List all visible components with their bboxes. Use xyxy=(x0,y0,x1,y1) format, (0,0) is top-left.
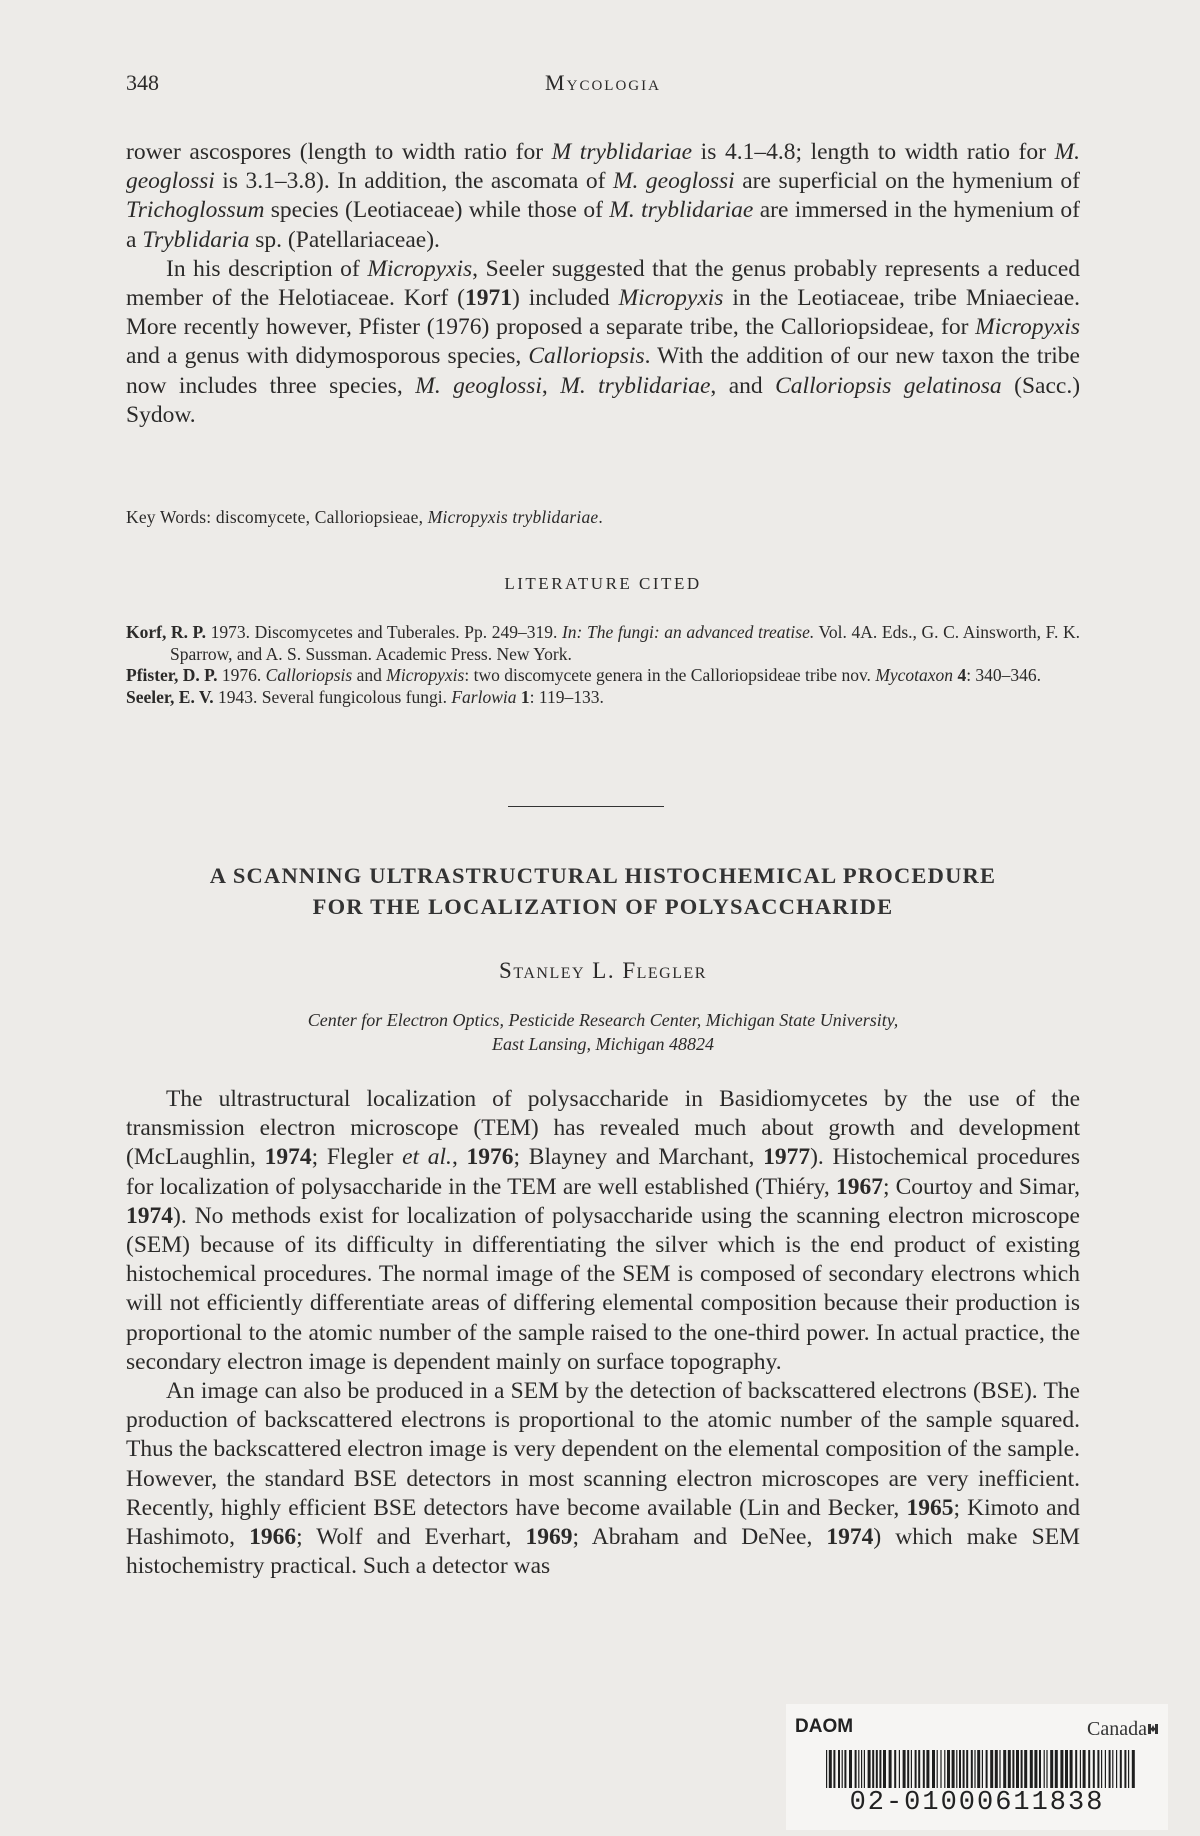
herbarium-code: DAOM xyxy=(795,1716,854,1737)
page-number: 348 xyxy=(126,70,159,95)
barcode-bar xyxy=(1016,1750,1019,1788)
reference-author: Korf, R. P. xyxy=(126,622,207,642)
barcode-bar xyxy=(849,1750,852,1788)
reference-item xyxy=(126,665,1080,687)
barcode-bar xyxy=(963,1750,965,1788)
barcode-bar xyxy=(1132,1750,1135,1788)
text-run: ; Wolf and Everhart, xyxy=(296,1524,526,1551)
reference-item xyxy=(126,687,1080,709)
barcode-bar xyxy=(1024,1750,1027,1788)
italic-run: Trichoglossum xyxy=(126,197,265,224)
bold-run: 1 xyxy=(516,686,530,707)
italic-run: M. geoglossi xyxy=(126,139,1081,195)
barcode-bar xyxy=(937,1750,938,1788)
barcode-bar xyxy=(899,1750,900,1788)
barcode-bar xyxy=(995,1750,998,1788)
bold-run: 1967 xyxy=(835,1173,883,1200)
italic-run: Micropyxis xyxy=(367,255,473,282)
barcode-bar xyxy=(1093,1750,1095,1788)
italic-run: M tryblidariae xyxy=(551,139,693,165)
barcode-bar xyxy=(1124,1750,1126,1788)
barcode-bar xyxy=(1083,1750,1086,1788)
barcode-bar xyxy=(1055,1750,1058,1788)
text-run: and xyxy=(352,665,387,685)
barcode-bar xyxy=(903,1750,906,1788)
barcode-bar xyxy=(982,1750,983,1788)
barcode-bar xyxy=(883,1750,886,1788)
text-run: In his description of xyxy=(166,255,368,282)
barcode-bar xyxy=(844,1750,846,1788)
paragraph xyxy=(126,138,1080,255)
paragraph xyxy=(126,255,1080,430)
barcode-bar xyxy=(1060,1750,1063,1788)
text-run: species (Leotiaceae) while those of xyxy=(264,197,610,224)
barcode-bar xyxy=(861,1750,862,1788)
barcode-bar xyxy=(1088,1750,1090,1788)
barcode-bar xyxy=(1097,1750,1099,1788)
bold-run: 1974 xyxy=(826,1524,874,1551)
barcode-bar xyxy=(1039,1750,1041,1788)
barcode-bar xyxy=(842,1750,843,1788)
barcode-bar xyxy=(959,1750,961,1788)
key-words xyxy=(126,506,1080,528)
wordmark-text: Canada xyxy=(1087,1718,1147,1740)
text-run: ). No methods exist for localization of polysaccharide using the scanning electron microscope (SEM) because of its difficulty in differentiating the silver which is the end product of existing histochemical procedures. The normal image of the SEM is composed of secondary electrons which will not efficiently differentiate areas of differing elemental composition because their production is proportional to the atomic number of the sample raised to the one-third power. In actual practice, the secondary electron image is dependent mainly on surface topography. xyxy=(126,1202,1080,1375)
bold-run: 1971 xyxy=(464,285,512,312)
italic-run: M. tryblidariae xyxy=(609,197,754,224)
italic-run: In: The fungi: an advanced treatise. xyxy=(561,622,815,642)
previous-article-text xyxy=(126,138,1080,430)
barcode-bar xyxy=(971,1750,973,1788)
barcode-bar xyxy=(986,1750,988,1788)
italic-run: Micropyxis xyxy=(975,314,1080,341)
barcode-bar xyxy=(833,1750,835,1788)
barcode-bar xyxy=(894,1750,896,1788)
running-head xyxy=(126,70,1080,100)
bold-run: 4 xyxy=(953,665,967,685)
barcode-bar xyxy=(1030,1750,1033,1788)
literature-cited-heading: LITERATURE CITED xyxy=(504,574,702,593)
canada-wordmark xyxy=(1087,1718,1158,1741)
barcode-bar xyxy=(1120,1750,1122,1788)
text-run: 1973. Discomycetes and Tuberales. Pp. 249–319. xyxy=(206,622,562,642)
reference-author: Seeler, E. V. xyxy=(126,686,214,707)
barcode-bar xyxy=(864,1750,865,1788)
barcode-bar xyxy=(826,1750,827,1788)
text-run: ; Kimoto and Hashimoto, xyxy=(126,1494,1080,1551)
italic-run: M. geoglossi xyxy=(612,168,735,195)
barcode-bar xyxy=(1034,1750,1037,1788)
barcode-bar xyxy=(1105,1750,1106,1788)
text-run: ) which make SEM histochemistry practical. Such a detector was xyxy=(126,1524,1080,1580)
barcode-bar xyxy=(926,1750,929,1788)
affiliation-line: Center for Electron Optics, Pesticide Research Center, Michigan State University, xyxy=(307,1010,899,1030)
barcode-bar xyxy=(1116,1750,1117,1788)
barcode-bar xyxy=(1080,1750,1081,1788)
barcode-bar xyxy=(977,1750,980,1788)
text-run: The ultrastructural localization of polysaccharide in Basidiomycetes by the use of the transmission electron microscope (TEM) has revealed much about growth and development (McLaughlin, xyxy=(126,1086,1080,1171)
paragraph xyxy=(126,1377,1080,1581)
barcode-bar xyxy=(1065,1750,1068,1788)
barcode-bar xyxy=(1012,1750,1014,1788)
article-title xyxy=(126,860,1080,922)
text-run: sp. (Patellariaceae). xyxy=(249,226,440,253)
text-run: are superficial on the hymenium of xyxy=(734,168,1080,195)
bold-run: 1969 xyxy=(525,1524,573,1551)
barcode-bar xyxy=(911,1750,912,1788)
article-body xyxy=(126,1085,1080,1581)
barcode-graphic xyxy=(826,1750,1136,1788)
barcode-bar xyxy=(879,1750,881,1788)
text-run: is 4.1–4.8; length to width ratio for xyxy=(692,139,1055,165)
text-run: , and xyxy=(710,372,776,399)
barcode-bar xyxy=(999,1750,1000,1788)
text-run: (Sacc.) Sydow. xyxy=(126,372,1081,428)
barcode-bar xyxy=(872,1750,874,1788)
text-run: rower ascospores (length to width ratio for xyxy=(126,139,552,165)
barcode-bar xyxy=(940,1750,941,1788)
journal-name: Mycologia xyxy=(545,70,661,95)
article-author: Stanley L. Flegler xyxy=(499,958,707,983)
barcode-bar xyxy=(1075,1750,1077,1788)
text-run: ) included xyxy=(511,285,619,312)
italic-run: Calloriopsis xyxy=(528,343,645,370)
barcode-bar xyxy=(1101,1750,1102,1788)
bold-run: 1974 xyxy=(264,1144,312,1171)
barcode-bar xyxy=(918,1750,920,1788)
text-run: Key Words: discomycete, Calloriopsieae, xyxy=(126,507,428,527)
barcode-bar xyxy=(952,1750,955,1788)
barcode-bar xyxy=(1109,1750,1111,1788)
flag-icon xyxy=(1148,1718,1158,1730)
barcode-bar xyxy=(990,1750,993,1788)
reference-list xyxy=(126,622,1080,708)
barcode-bar xyxy=(1128,1750,1129,1788)
barcode-number: 02-01000611838 xyxy=(849,1788,1105,1818)
text-run: . With the addition of our new taxon the tribe now includes three species, xyxy=(126,343,1080,399)
bold-run: 1966 xyxy=(249,1524,297,1551)
italic-run: M. tryblidariae xyxy=(560,372,711,399)
barcode-bar xyxy=(855,1750,857,1788)
text-run: . xyxy=(598,507,603,527)
italic-run: Micropyxis xyxy=(618,285,724,312)
barcode-bar xyxy=(966,1750,968,1788)
text-run: ; Flegler xyxy=(311,1144,403,1171)
italic-run: Farlowia xyxy=(451,686,517,707)
text-run: : 340–346. xyxy=(966,665,1042,685)
text-run: 1943. Several fungicolous fungi. xyxy=(213,686,452,707)
text-run: are immersed in the hymenium of a xyxy=(126,197,1081,253)
text-run: in the Leotiaceae, tribe Mniaecieae. More recently however, Pfister (1976) proposed a separate tribe, the Calloriopsideae, for xyxy=(126,285,1081,341)
barcode-bar xyxy=(1003,1750,1006,1788)
barcode-bar xyxy=(868,1750,871,1788)
barcode-bar xyxy=(1112,1750,1113,1788)
text-run: , Seeler suggested that the genus probably represents a reduced member of the Helotiaceae. Korf ( xyxy=(126,255,1080,312)
bold-run: 1974 xyxy=(126,1202,173,1229)
italic-run: Tryblidaria xyxy=(142,226,250,253)
text-run: ; Courtoy and Simar, xyxy=(882,1173,1080,1200)
barcode-bar xyxy=(1044,1750,1045,1788)
text-run: : 119–133. xyxy=(529,686,604,707)
barcode-bar xyxy=(838,1750,840,1788)
italic-run: Micropyxis xyxy=(386,665,465,685)
italic-run: et al. xyxy=(402,1144,452,1171)
bold-run: 1977 xyxy=(763,1144,811,1171)
barcode-bar xyxy=(932,1750,935,1788)
bold-run: 1965 xyxy=(906,1494,954,1521)
barcode-bar xyxy=(923,1750,925,1788)
barcode-bar xyxy=(889,1750,892,1788)
article-title-line: A SCANNING ULTRASTRUCTURAL HISTOCHEMICAL PROCEDURE xyxy=(209,863,997,888)
barcode-bar xyxy=(1050,1750,1053,1788)
herbarium-barcode-label xyxy=(786,1704,1168,1830)
author-affiliation xyxy=(126,1008,1080,1056)
text-run: An image can also be produced in a SEM by the detection of backscattered electrons (BSE). The production of backscattered electrons is proportional to the atomic number of the sample squared. Thus the backscattered electron image is very dependent on the elemental composition of the sample. However, the standard BSE detectors in most scanning electron microscopes are very inefficient. Recently, highly efficient BSE detectors have become available (Lin and Becker, xyxy=(126,1378,1080,1521)
text-run: Vol. 4A. Eds., G. C. Ainsworth, F. K. Sparrow, and A. S. Sussman. Academic Press. New York. xyxy=(170,622,1080,664)
text-run: and a genus with didymosporous species, xyxy=(126,343,529,370)
text-run: ; Abraham and DeNee, xyxy=(572,1524,827,1551)
paragraph xyxy=(126,1085,1080,1377)
barcode-bar xyxy=(1070,1750,1073,1788)
barcode-bar xyxy=(1046,1750,1047,1788)
barcode-bar xyxy=(829,1750,832,1788)
text-run: ; Blayney and Marchant, xyxy=(513,1144,764,1171)
affiliation-line: East Lansing, Michigan 48824 xyxy=(491,1034,714,1054)
barcode-bar xyxy=(915,1750,917,1788)
italic-run: M. geoglossi xyxy=(415,372,542,399)
barcode-bar xyxy=(876,1750,878,1788)
text-run: , xyxy=(451,1144,467,1171)
reference-author: Pfister, D. P. xyxy=(126,665,218,685)
text-run: , xyxy=(541,372,561,399)
barcode-bar xyxy=(947,1750,950,1788)
bold-run: 1976 xyxy=(466,1144,514,1171)
barcode-bar xyxy=(1008,1750,1011,1788)
italic-run: Calloriopsis gelatinosa xyxy=(775,372,1002,399)
italic-run: Micropyxis tryblidariae xyxy=(427,507,599,527)
barcode-bar xyxy=(858,1750,859,1788)
text-run: is 3.1–3.8). In addition, the ascomata of xyxy=(214,168,613,195)
barcode-bar xyxy=(974,1750,975,1788)
italic-run: Mycotaxon xyxy=(875,665,954,685)
barcode-bar xyxy=(956,1750,957,1788)
section-divider xyxy=(508,806,664,807)
reference-item xyxy=(126,622,1080,665)
article-title-line: FOR THE LOCALIZATION OF POLYSACCHARIDE xyxy=(312,894,894,919)
text-run: 1976. xyxy=(217,665,266,685)
text-run: ). Histochemical procedures for localization of polysaccharide in the TEM are well established (Thiéry, xyxy=(126,1144,1081,1200)
text-run: : two discomycete genera in the Calloriopsideae tribe nov. xyxy=(464,665,876,685)
barcode-bar xyxy=(944,1750,945,1788)
barcode-bar xyxy=(907,1750,909,1788)
barcode-bar xyxy=(1021,1750,1023,1788)
italic-run: Calloriopsis xyxy=(265,665,353,685)
